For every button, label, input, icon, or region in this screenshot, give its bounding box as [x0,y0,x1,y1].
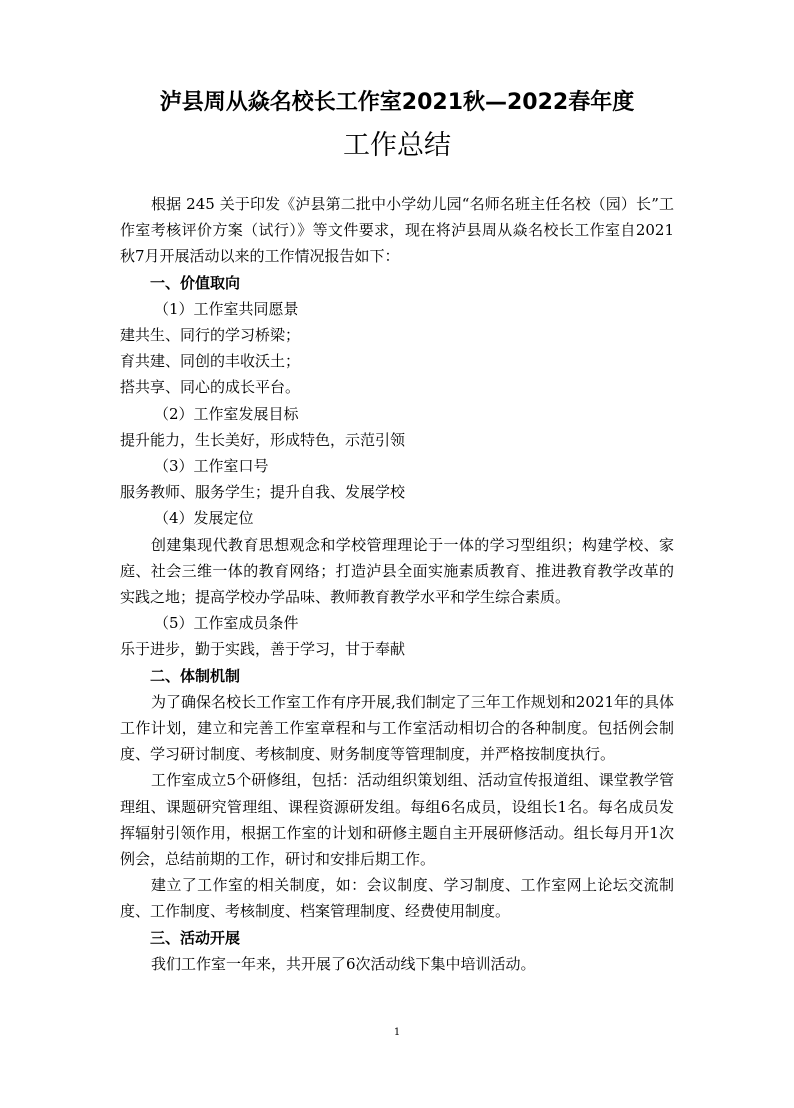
section-heading-activities: 三、活动开展 [150,928,241,947]
vision-line: 搭共享、同心的成长平台。 [120,378,301,397]
mechanism-paragraph: 建立了工作室的相关制度，如：会议制度、学习制度、工作室网上论坛交流制度、工作制度、考核制度、档案管理制度、经费使用制度。 [120,876,674,921]
mechanism-paragraph: 工作室成立5个研修组，包括：活动组织策划组、活动宣传报道组、课堂教学管理组、课题研究管理组、课程资源研发组。每组6名成员，设组长1名。每名成员发挥辐射引领作用，根据工作室的计划和研修主题自主开展研修活动。组长每月开1次例会，总结前期的工作，研讨和安排后期工作。 [120,771,674,869]
goal-text: 提升能力，生长美好，形成特色，示范引领 [120,430,406,449]
section-heading-values: 一、价值取向 [150,273,241,292]
document-subtitle: 工作总结 [343,130,451,161]
activities-paragraph: 我们工作室一年来，共开展了6次活动线下集中培训活动。 [151,954,536,973]
mechanism-paragraph: 为了确保名校长工作室工作有序开展,我们制定了三年工作规划和2021年的具体工作计划，建立和完善工作室章程和与工作室活动相切合的各种制度。包括例会制度、学习研讨制度、考核制度、财务制度等管理制度，并严格按制度执行。 [120,692,674,764]
section-heading-mechanism: 二、体制机制 [150,666,241,685]
subsection-title-member-conditions: （5）工作室成员条件 [154,614,299,633]
document-body [120,191,674,977]
subsection-title-goal: （2）工作室发展目标 [154,404,299,423]
document-title: 泸县周从焱名校长工作室2021秋—2022春年度 [159,90,635,115]
positioning-text: 创建集现代教育思想观念和学校管理理论于一体的学习型组织；构建学校、家庭、社会三维一体的教育网络；打造泸县全面实施素质教育、推进教育教学改革的实践之地；提高学校办学品味、教师教育教学水平和学生综合素质。 [120,535,674,607]
subsection-title-vision: （1）工作室共同愿景 [154,299,299,318]
page-number: 1 [393,1027,401,1038]
slogan-text: 服务教师、服务学生；提升自我、发展学校 [120,483,406,502]
vision-line: 育共建、同创的丰收沃土； [120,352,301,371]
intro-paragraph: 根据 245 关于印发《泸县第二批中小学幼儿园“名师名班主任名校（园）长”工作室考核评价方案（试行）》等文件要求，现在将泸县周从焱名校长工作室自2021秋7月开展活动以来的工作情况报告如下： [120,195,674,266]
subsection-title-slogan: （3）工作室口号 [154,457,269,476]
member-conditions-text: 乐于进步，勤于实践，善于学习，甘于奉献 [120,640,406,659]
subsection-title-positioning: （4）发展定位 [154,509,254,528]
vision-line: 建共生、同行的学习桥梁； [120,326,301,345]
